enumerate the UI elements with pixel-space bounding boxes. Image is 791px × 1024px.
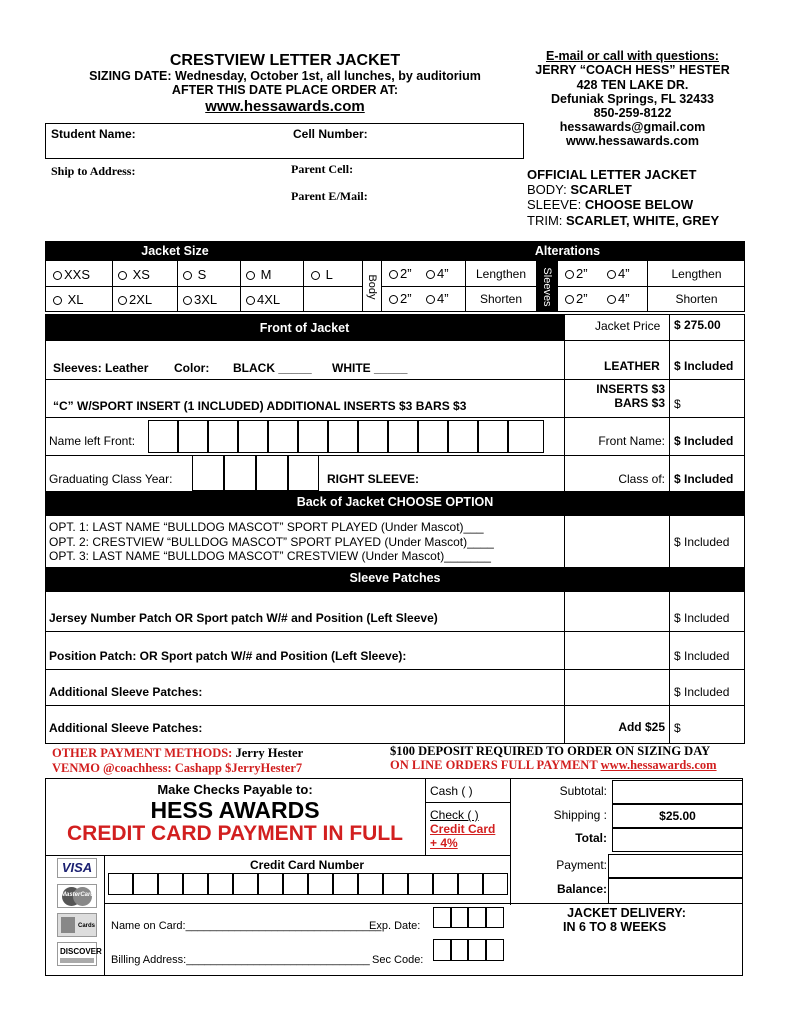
- body-vertical-label: Body: [366, 274, 378, 300]
- sleeve-shorten-label: Shorten: [675, 292, 718, 306]
- amex-cards-logo: Cards: [57, 913, 97, 937]
- sleeve-shorten-2in[interactable]: 2”: [565, 291, 588, 306]
- size-m[interactable]: M: [246, 267, 271, 282]
- size-l[interactable]: L: [311, 267, 333, 282]
- payment-field[interactable]: [608, 854, 743, 878]
- body-alteration-label-cell: [363, 261, 381, 312]
- insert-description: “C” W/SPORT INSERT (1 INCLUDED) ADDITIONAL INSERTS $3 BARS $3: [53, 399, 467, 413]
- body-lengthen-label: Lengthen: [475, 267, 527, 281]
- balance-field[interactable]: [608, 878, 743, 904]
- shipping-value: $25.00: [659, 809, 696, 823]
- sec-code-input[interactable]: [433, 939, 504, 961]
- contact-heading: E-mail or call with questions:: [546, 49, 719, 63]
- sleeve-patches-header: Sleeve Patches: [45, 567, 745, 592]
- payment-label: Payment:: [556, 858, 607, 872]
- sleeve-label: SLEEVE:: [527, 197, 582, 212]
- check-option[interactable]: Check ( ): [430, 808, 479, 822]
- online-orders-link[interactable]: www.hessawards.com: [600, 758, 717, 772]
- cash-option[interactable]: Cash ( ): [430, 784, 473, 798]
- back-option-2[interactable]: OPT. 2: CRESTVIEW “BULLDOG MASCOT” SPORT PLAYED (Under Mascot)____: [49, 535, 494, 549]
- inserts-price: $: [674, 397, 681, 411]
- exp-date-label: Exp. Date:: [369, 920, 421, 932]
- add-25-label: Add $25: [618, 720, 665, 734]
- other-payment-methods: OTHER PAYMENT METHODS: Jerry Hester: [52, 746, 304, 760]
- body-shorten-2in[interactable]: 2”: [389, 291, 412, 306]
- contact-street: 428 TEN LAKE DR.: [576, 78, 689, 92]
- body-lengthen-4in[interactable]: 4”: [426, 266, 449, 281]
- shipping-label: Shipping :: [553, 808, 607, 822]
- patch-row-position: Position Patch: OR Sport patch W/# and Position (Left Sleeve):: [49, 649, 407, 663]
- sleeve-lengthen-4in[interactable]: 4”: [607, 266, 630, 281]
- patch-row-additional-1: Additional Sleeve Patches:: [49, 685, 203, 699]
- cell-number-label: Cell Number:: [293, 127, 368, 141]
- delivery-note-line2: IN 6 TO 8 WEEKS: [563, 920, 667, 934]
- size-xl[interactable]: XL: [53, 292, 84, 307]
- sleeve-color-black[interactable]: BLACK _____: [233, 361, 312, 375]
- back-option-1[interactable]: OPT. 1: LAST NAME “BULLDOG MASCOT” SPORT PLAYED (Under Mascot)___: [49, 520, 484, 534]
- contact-phone: 850-259-8122: [593, 106, 672, 120]
- sleeve-lengthen-2in[interactable]: 2”: [565, 266, 588, 281]
- alterations-header: Alterations: [534, 244, 601, 258]
- parent-email-label: Parent E/Mail:: [291, 189, 368, 203]
- student-name-label: Student Name:: [51, 127, 136, 141]
- official-body: [527, 182, 632, 197]
- deposit-note: $100 DEPOSIT REQUIRED TO ORDER ON SIZING DAY: [390, 744, 711, 758]
- back-option-3[interactable]: OPT. 3: LAST NAME “BULLDOG MASCOT” CRESTVIEW (Under Mascot)_______: [49, 549, 491, 563]
- patch-row-jersey: Jersey Number Patch OR Sport patch W/# and Position (Left Sleeve): [49, 611, 438, 625]
- billing-address-field[interactable]: Billing Address:______________________________: [111, 954, 370, 966]
- credit-card-full-note: CREDIT CARD PAYMENT IN FULL: [67, 822, 403, 845]
- sleeve-value: CHOOSE BELOW: [584, 197, 694, 212]
- body-shorten-4in[interactable]: 4”: [426, 291, 449, 306]
- body-label: BODY:: [527, 182, 567, 197]
- class-of-label: Class of:: [618, 472, 665, 486]
- leather-label: LEATHER: [604, 359, 660, 373]
- body-shorten-label: Shorten: [479, 292, 523, 306]
- contact-website[interactable]: www.hessawards.com: [566, 134, 699, 148]
- subtotal-field[interactable]: [612, 780, 743, 804]
- parent-cell-label: Parent Cell:: [291, 162, 354, 176]
- payable-to-label: Make Checks Payable to:: [157, 782, 313, 797]
- front-name-label: Front Name:: [598, 434, 665, 448]
- patch-row-position-price: $ Included: [674, 649, 730, 663]
- exp-date-input[interactable]: [433, 907, 504, 928]
- color-label: Color:: [174, 361, 210, 375]
- sec-code-label: Sec Code:: [372, 954, 424, 966]
- sleeve-lengthen-label: Lengthen: [671, 267, 722, 281]
- size-alterations-header: [45, 241, 745, 261]
- body-lengthen-2in[interactable]: 2”: [389, 266, 412, 281]
- sleeve-shorten-4in[interactable]: 4”: [607, 291, 630, 306]
- official-jacket-title: OFFICIAL LETTER JACKET: [527, 167, 697, 182]
- contact-city: Defuniak Springs, FL 32433: [550, 92, 715, 106]
- cc-number-input[interactable]: [108, 873, 508, 895]
- body-value: SCARLET: [570, 182, 632, 197]
- class-of-price: $ Included: [674, 472, 734, 486]
- size-xs[interactable]: XS: [118, 267, 150, 282]
- sleeves-alteration-label-cell: [537, 261, 557, 312]
- sleeves-vertical-label: Sleeves: [541, 267, 553, 307]
- name-on-card-field[interactable]: Name on Card:________________________________: [111, 920, 382, 932]
- header-website-link[interactable]: www.hessawards.com: [205, 98, 365, 115]
- size-2xl[interactable]: 2XL: [118, 292, 152, 307]
- total-label: Total:: [575, 831, 607, 845]
- patch-row-jersey-price: $ Included: [674, 611, 730, 625]
- size-4xl[interactable]: 4XL: [246, 292, 280, 307]
- form-title: CRESTVIEW LETTER JACKET: [169, 52, 401, 69]
- contact-email[interactable]: hessawards@gmail.com: [559, 120, 706, 134]
- size-xxs[interactable]: XXS: [53, 267, 90, 282]
- total-field[interactable]: [612, 828, 743, 852]
- front-name-price: $ Included: [674, 434, 734, 448]
- subtotal-label: Subtotal:: [559, 784, 607, 798]
- credit-card-fee-label[interactable]: Credit Card: [430, 822, 496, 836]
- jacket-price-value: $ 275.00: [674, 318, 721, 332]
- credit-card-fee-pct: + 4%: [430, 836, 458, 850]
- name-left-front-input[interactable]: [148, 420, 544, 453]
- patch-row-additional-2-price: $: [674, 721, 681, 735]
- mastercard-logo: MasterCard: [57, 884, 97, 908]
- company-name: HESS AWARDS: [150, 797, 320, 823]
- discover-logo: DISCOVER: [57, 942, 97, 966]
- trim-label: TRIM:: [527, 213, 563, 228]
- jacket-price-label: Jacket Price: [595, 319, 661, 333]
- grad-year-input[interactable]: [192, 455, 319, 491]
- sleeves-leather-label: Sleeves: Leather: [53, 361, 149, 375]
- venmo-cashapp: VENMO @coachhess: Cashapp $JerryHester7: [52, 761, 303, 775]
- patch-row-additional-1-price: $ Included: [674, 685, 730, 699]
- patch-row-additional-2: Additional Sleeve Patches:: [49, 721, 203, 735]
- ship-address-label: Ship to Address:: [51, 164, 136, 178]
- front-jacket-header: Front of Jacket: [45, 314, 564, 341]
- jacket-size-header: Jacket Size: [141, 244, 209, 258]
- right-sleeve-label: RIGHT SLEEVE:: [327, 472, 420, 486]
- sleeve-color-white[interactable]: WHITE _____: [332, 361, 408, 375]
- trim-value: SCARLET, WHITE, GREY: [566, 213, 720, 228]
- official-trim: [527, 213, 719, 228]
- balance-label: Balance:: [556, 882, 607, 896]
- back-jacket-header: Back of Jacket CHOOSE OPTION: [45, 491, 745, 516]
- after-date-note: AFTER THIS DATE PLACE ORDER AT:: [171, 83, 399, 97]
- cc-number-label: Credit Card Number: [249, 858, 365, 872]
- size-s[interactable]: S: [183, 267, 206, 282]
- bars-label: BARS $3: [614, 396, 665, 410]
- visa-logo: VISA: [57, 858, 97, 878]
- online-orders-note: ON LINE ORDERS FULL PAYMENT www.hessawards.com: [390, 758, 717, 772]
- size-3xl[interactable]: 3XL: [183, 292, 217, 307]
- grad-year-label: Graduating Class Year:: [49, 472, 173, 486]
- sizing-date: SIZING DATE: Wednesday, October 1st, all lunches, by auditorium: [89, 69, 481, 83]
- back-option-price: $ Included: [674, 535, 730, 549]
- name-left-front-label: Name left Front:: [49, 434, 136, 448]
- inserts-label: INSERTS $3: [596, 382, 665, 396]
- contact-name: JERRY “COACH HESS” HESTER: [535, 63, 730, 77]
- official-sleeve: [527, 197, 693, 212]
- leather-price: $ Included: [674, 359, 734, 373]
- delivery-note-line1: JACKET DELIVERY:: [567, 906, 686, 920]
